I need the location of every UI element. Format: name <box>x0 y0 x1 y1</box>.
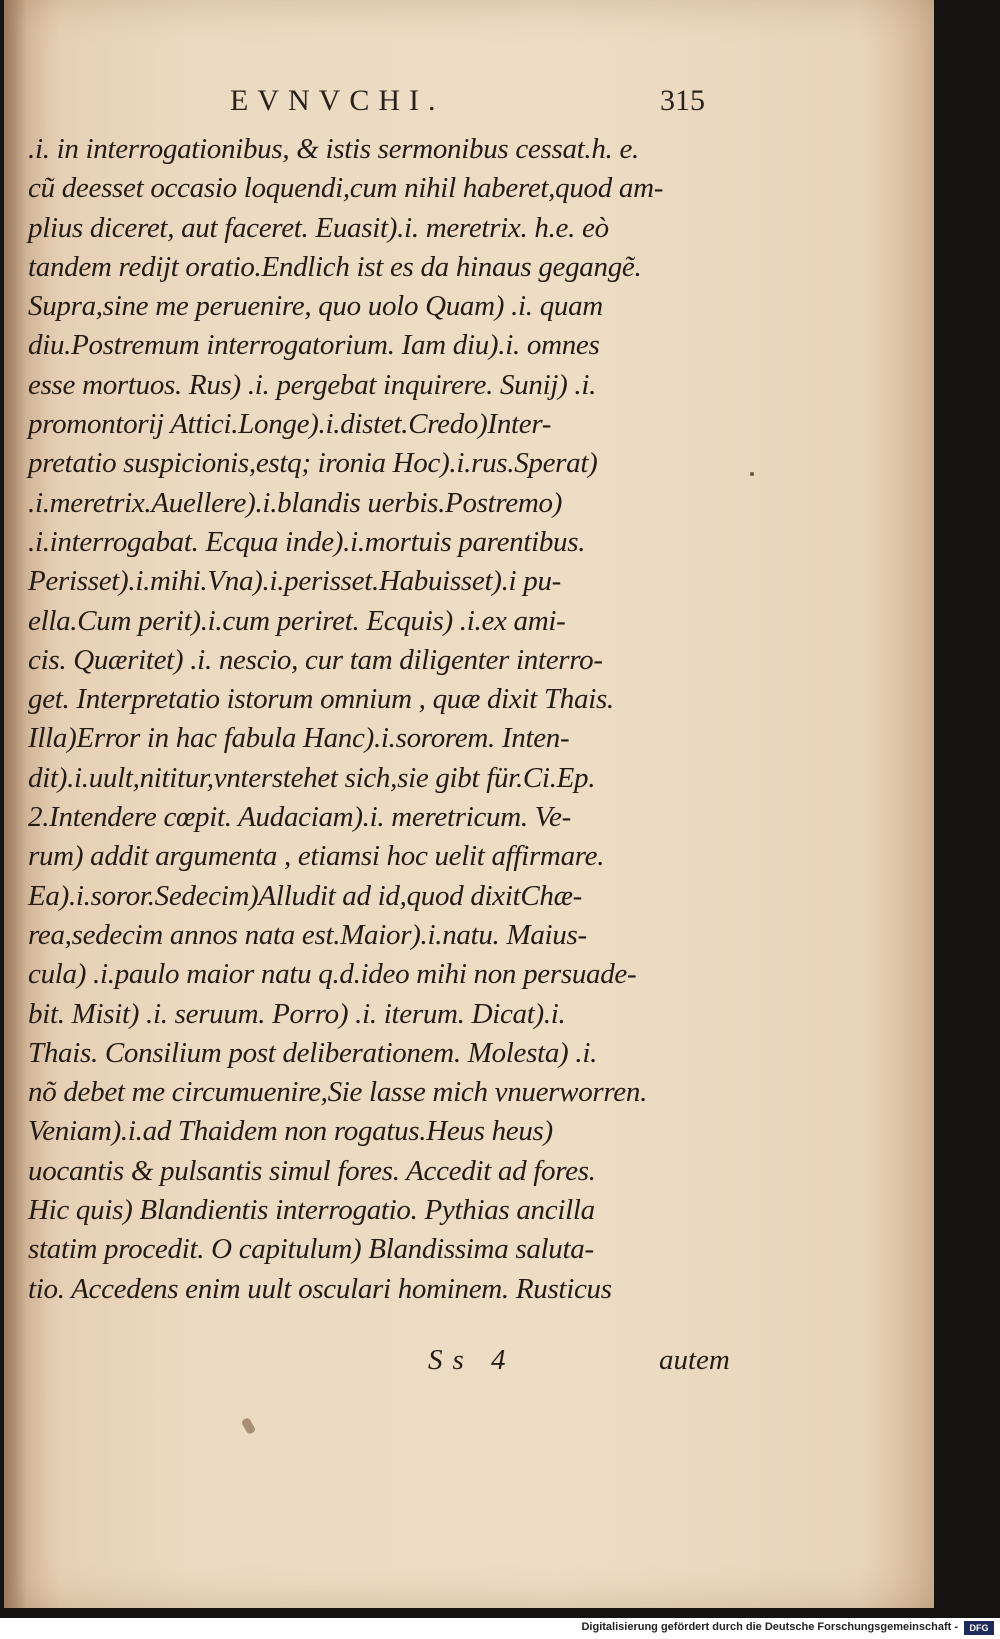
text-line: tio. Accedens enim uult osculari hominem. Rusticus <box>28 1272 612 1305</box>
text-line: Perisset).i.mihi.Vna).i.perisset.Habuisset).i pu- <box>28 565 562 598</box>
text-line: Illa)Error in hac fabula Hanc).i.sororem. Inten- <box>28 722 570 755</box>
text-line: bit. Misit) .i. seruum. Porro) .i. iterum. Dicat).i. <box>28 997 566 1030</box>
body-text <box>28 130 728 1309</box>
text-line: .i.interrogabat. Ecqua inde).i.mortuis parentibus. <box>28 525 586 558</box>
text-line: esse mortuos. Rus) .i. pergebat inquirere. Sunij) .i. <box>28 368 597 401</box>
text-line: Veniam).i.ad Thaidem non rogatus.Heus heus) <box>28 1115 553 1148</box>
paper-stain <box>241 1417 257 1435</box>
text-line: tandem redijt oratio.Endlich ist es da hinaus gegangẽ. <box>28 250 642 283</box>
funding-credit: Digitalisierung gefördert durch die Deutsche Forschungsgemeinschaft - <box>581 1621 958 1633</box>
catch-line <box>4 1344 934 1384</box>
text-line: nõ debet me circumuenire,Sie lasse mich vnuerworren. <box>28 1076 648 1109</box>
text-line: rum) addit argumenta , etiamsi hoc uelit affirmare. <box>28 840 605 873</box>
text-line: 2.Intendere cœpit. Audaciam).i. meretricum. Ve- <box>28 801 571 834</box>
text-line: plius diceret, aut faceret. Euasit).i. meretrix. h.e. eò <box>28 211 609 244</box>
running-title: EVNVCHI. <box>230 84 445 117</box>
dfg-logo-icon: DFG <box>964 1621 994 1635</box>
page-number: 315 <box>660 84 705 117</box>
text-line: statim procedit. O capitulum) Blandissima saluta- <box>28 1233 594 1266</box>
text-line: pretatio suspicionis,estq; ironia Hoc).i.rus.Sperat) <box>28 447 598 480</box>
text-line: .i.meretrix.Auellere).i.blandis uerbis.Postremo) <box>28 486 563 519</box>
text-line: cis. Quæritet) .i. nescio, cur tam diligenter interro- <box>28 643 603 676</box>
text-line: dit).i.uult,nititur,vnterstehet sich,sie gibt für.Ci.Ep. <box>28 761 596 794</box>
text-line: cũ deesset occasio loquendi,cum nihil haberet,quod am- <box>28 172 664 205</box>
text-line: Hic quis) Blandientis interrogatio. Pythias ancilla <box>28 1194 595 1227</box>
text-line: Ea).i.soror.Sedecim)Alludit ad id,quod dixitChæ- <box>28 879 583 912</box>
text-line: uocantis & pulsantis simul fores. Accedit ad fores. <box>28 1154 596 1187</box>
catchword: autem <box>659 1344 730 1376</box>
text-line: promontorij Attici.Longe).i.distet.Credo)Inter- <box>28 408 552 441</box>
signature-mark: Ss 4 <box>428 1344 516 1376</box>
text-line: rea,sedecim annos nata est.Maior).i.natu. Maius- <box>28 918 587 951</box>
text-line: Supra,sine me peruenire, quo uolo Quam) .i. quam <box>28 290 603 323</box>
text-line: cula) .i.paulo maior natu q.d.ideo mihi non persuade- <box>28 958 637 991</box>
book-page <box>4 0 934 1608</box>
page-header <box>4 84 934 124</box>
text-line: diu.Postremum interrogatorium. Iam diu).i. omnes <box>28 329 600 362</box>
footer-bar <box>0 1618 1000 1639</box>
text-line: ella.Cum perit).i.cum periret. Ecquis) .i.ex ami- <box>28 604 566 637</box>
ink-dot <box>750 472 754 476</box>
text-line: get. Interpretatio istorum omnium , quæ dixit Thais. <box>28 683 614 716</box>
text-line: Thais. Consilium post deliberationem. Molesta) .i. <box>28 1036 598 1069</box>
text-line: .i. in interrogationibus, & istis sermonibus cessat.h. e. <box>28 133 639 165</box>
